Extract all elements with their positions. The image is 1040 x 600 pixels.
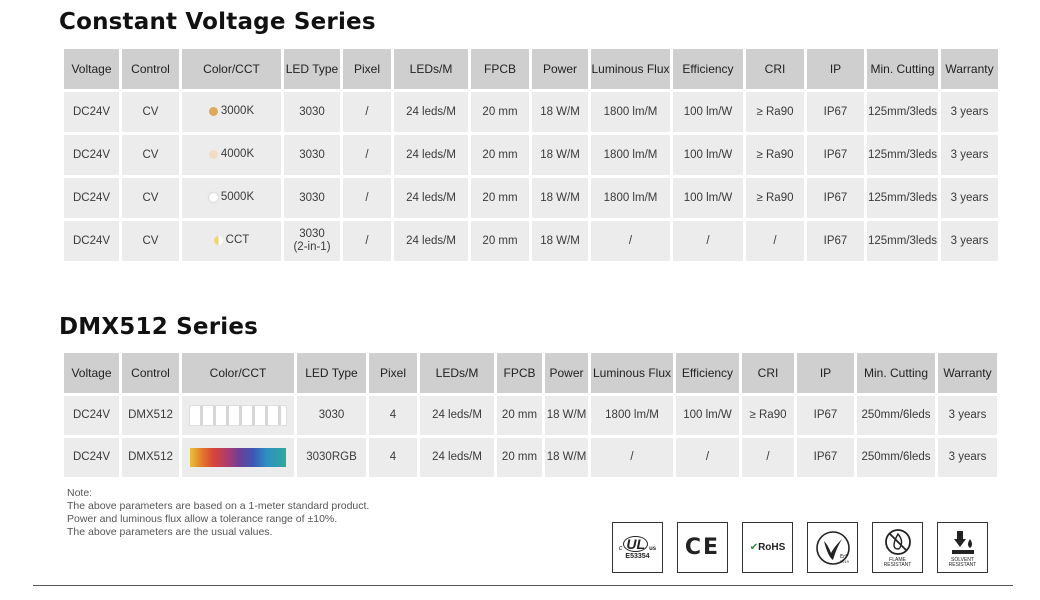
voltage-cell: DC24V (64, 396, 119, 435)
cri-cell: / (746, 221, 804, 261)
column-header: Control (122, 353, 179, 393)
bottom-divider (33, 585, 1013, 586)
certification-icons (612, 522, 988, 573)
column-header: CRI (746, 49, 804, 89)
efficiency-cell: 100 lm/W (673, 135, 743, 175)
control-cell: CV (122, 92, 179, 132)
power-cell: 18 W/M (532, 135, 588, 175)
column-header: Luminous Flux (591, 353, 673, 393)
column-header: LEDs/M (420, 353, 494, 393)
fpcb-cell: 20 mm (497, 438, 542, 477)
column-header: Warranty (941, 49, 998, 89)
luminous-flux-cell: 1800 lm/M (591, 135, 670, 175)
note-line: The above parameters are based on a 1-meter standard product. (67, 500, 370, 512)
min-cutting-cell: 125mm/3leds (867, 92, 938, 132)
leds-per-m-cell: 24 leds/M (394, 92, 468, 132)
power-cell: 18 W/M (532, 178, 588, 218)
pixel-cell: 4 (369, 396, 417, 435)
table-row (64, 438, 997, 477)
led-type-line: (2-in-1) (293, 241, 331, 253)
min-cutting-cell: 125mm/3leds (867, 221, 938, 261)
ip-cell: IP67 (807, 178, 864, 218)
cri-cell: ≥ Ra90 (746, 135, 804, 175)
voltage-cell: DC24V (64, 135, 119, 175)
fpcb-cell: 20 mm (471, 92, 529, 132)
ul-cert-icon (612, 522, 663, 573)
warranty-cell: 3 years (938, 438, 997, 477)
control-cell: CV (122, 135, 179, 175)
constant-voltage-table (61, 46, 1001, 264)
color-label: 4000K (220, 147, 255, 160)
ul-code: E53354 (625, 552, 650, 560)
ul-c: c (618, 544, 623, 552)
column-header: Color/CCT (182, 353, 294, 393)
color-swatch-bar (190, 448, 286, 467)
column-header: Min. Cutting (867, 49, 938, 89)
color-swatch-bar (189, 405, 287, 426)
column-header: Warranty (938, 353, 997, 393)
rohs-mark: ✔RoHS (749, 542, 786, 553)
column-header: Efficiency (676, 353, 739, 393)
solvent-resistant-icon (937, 522, 988, 573)
fpcb-cell: 20 mm (471, 221, 529, 261)
led-type-cell (284, 221, 340, 261)
column-header: FPCB (471, 49, 529, 89)
color-cell (182, 178, 281, 218)
column-header: CRI (742, 353, 794, 393)
flame-line2: RESISTANT (883, 562, 912, 568)
led-type-cell: 3030 (284, 92, 340, 132)
fpcb-cell: 20 mm (471, 178, 529, 218)
column-header: Luminous Flux (591, 49, 670, 89)
ce-mark: CE (684, 535, 721, 560)
column-header: Power (532, 49, 588, 89)
color-dot-icon (209, 107, 218, 116)
column-header: FPCB (497, 353, 542, 393)
column-header: Min. Cutting (857, 353, 935, 393)
table-row (64, 221, 998, 261)
led-type-cell: 3030RGB (297, 438, 366, 477)
efficiency-cell: 100 lm/W (673, 178, 743, 218)
table-row (64, 92, 998, 132)
rohs-cert-icon (742, 522, 793, 573)
warranty-cell: 3 years (941, 221, 998, 261)
luminous-flux-cell: / (591, 438, 673, 477)
constant-voltage-title: Constant Voltage Series (59, 9, 376, 35)
ce-cert-icon (677, 522, 728, 573)
column-header: IP (797, 353, 854, 393)
erp-text: ErP (839, 553, 848, 560)
leds-per-m-cell: 24 leds/M (394, 135, 468, 175)
column-header: Control (122, 49, 179, 89)
fpcb-cell: 20 mm (471, 135, 529, 175)
cri-cell: ≥ Ra90 (742, 396, 794, 435)
color-cell (182, 135, 281, 175)
luminous-flux-cell: 1800 lm/M (591, 92, 670, 132)
power-cell: 18 W/M (545, 438, 588, 477)
control-cell: CV (122, 221, 179, 261)
column-header: Efficiency (673, 49, 743, 89)
warranty-cell: 3 years (941, 178, 998, 218)
pixel-cell: / (343, 221, 391, 261)
led-type-cell: 3030 (284, 178, 340, 218)
color-label: 5000K (220, 190, 255, 203)
column-header: LED Type (284, 49, 340, 89)
leds-per-m-cell: 24 leds/M (394, 221, 468, 261)
ul-us: us (649, 545, 657, 552)
note-line: Power and luminous flux allow a tolerance range of ±10%. (67, 513, 338, 525)
min-cutting-cell: 250mm/6leds (857, 396, 935, 435)
color-label: 3000K (220, 104, 255, 117)
column-header: Power (545, 353, 588, 393)
solvent-line1: SOLVENT (951, 557, 974, 563)
column-header: LEDs/M (394, 49, 468, 89)
column-header: Pixel (343, 49, 391, 89)
min-cutting-cell: 125mm/3leds (867, 178, 938, 218)
column-header: Voltage (64, 353, 119, 393)
color-cell (182, 221, 281, 261)
no-flame-icon (883, 527, 913, 557)
color-cell (182, 438, 294, 477)
warranty-cell: 3 years (941, 92, 998, 132)
power-cell: 18 W/M (532, 92, 588, 132)
column-header: IP (807, 49, 864, 89)
cri-cell: ≥ Ra90 (746, 92, 804, 132)
table-row (64, 178, 998, 218)
note-line: The above parameters are the usual values. (67, 526, 273, 538)
table-header-row (64, 49, 998, 89)
pixel-cell: / (343, 135, 391, 175)
led-type-line: 3030 (299, 228, 325, 240)
erp-cert-icon (807, 522, 858, 573)
pixel-cell: 4 (369, 438, 417, 477)
leds-per-m-cell: 24 leds/M (420, 438, 494, 477)
voltage-cell: DC24V (64, 92, 119, 132)
ip-cell: IP67 (797, 396, 854, 435)
luminous-flux-cell: 1800 lm/M (591, 178, 670, 218)
control-cell: DMX512 (122, 396, 179, 435)
column-header: Voltage (64, 49, 119, 89)
efficiency-cell: / (676, 438, 739, 477)
min-cutting-cell: 250mm/6leds (857, 438, 935, 477)
leds-per-m-cell: 24 leds/M (420, 396, 494, 435)
dmx-title: DMX512 Series (59, 314, 259, 340)
efficiency-cell: / (673, 221, 743, 261)
led-type-cell: 3030 (297, 396, 366, 435)
power-cell: 18 W/M (532, 221, 588, 261)
flame-resistant-icon (872, 522, 923, 573)
ip-cell: IP67 (807, 135, 864, 175)
ip-cell: IP67 (807, 92, 864, 132)
efficiency-cell: 100 lm/W (673, 92, 743, 132)
leds-per-m-cell: 24 leds/M (394, 178, 468, 218)
column-header: Color/CCT (182, 49, 281, 89)
solvent-drop-icon (948, 527, 978, 557)
color-dot-icon (209, 193, 218, 202)
erp-year: 2019 (839, 559, 849, 564)
color-dot-icon (209, 150, 218, 159)
column-header: LED Type (297, 353, 366, 393)
luminous-flux-cell: 1800 lm/M (591, 396, 673, 435)
color-cell (182, 396, 294, 435)
table-row (64, 135, 998, 175)
table-row (64, 396, 997, 435)
luminous-flux-cell: / (591, 221, 670, 261)
led-type-cell: 3030 (284, 135, 340, 175)
pixel-cell: / (343, 178, 391, 218)
cri-cell: ≥ Ra90 (746, 178, 804, 218)
min-cutting-cell: 125mm/3leds (867, 135, 938, 175)
voltage-cell: DC24V (64, 221, 119, 261)
voltage-cell: DC24V (64, 438, 119, 477)
ip-cell: IP67 (807, 221, 864, 261)
cri-cell: / (742, 438, 794, 477)
warranty-cell: 3 years (941, 135, 998, 175)
pixel-cell: / (343, 92, 391, 132)
fpcb-cell: 20 mm (497, 396, 542, 435)
color-cell (182, 92, 281, 132)
ip-cell: IP67 (797, 438, 854, 477)
notes (67, 487, 369, 539)
control-cell: DMX512 (122, 438, 179, 477)
column-header: Pixel (369, 353, 417, 393)
color-label: CCT (225, 233, 250, 246)
efficiency-cell: 100 lm/W (676, 396, 739, 435)
ul-mark: UL (623, 536, 648, 552)
table-header-row (64, 353, 997, 393)
power-cell: 18 W/M (545, 396, 588, 435)
erp-leaf-icon (814, 529, 852, 567)
solvent-line2: RESISTANT (948, 562, 977, 568)
flame-line1: FLAME (889, 557, 906, 563)
voltage-cell: DC24V (64, 178, 119, 218)
note-label: Note: (67, 487, 93, 499)
warranty-cell: 3 years (938, 396, 997, 435)
control-cell: CV (122, 178, 179, 218)
dmx-table (61, 350, 1000, 480)
color-dot-icon (214, 236, 223, 245)
